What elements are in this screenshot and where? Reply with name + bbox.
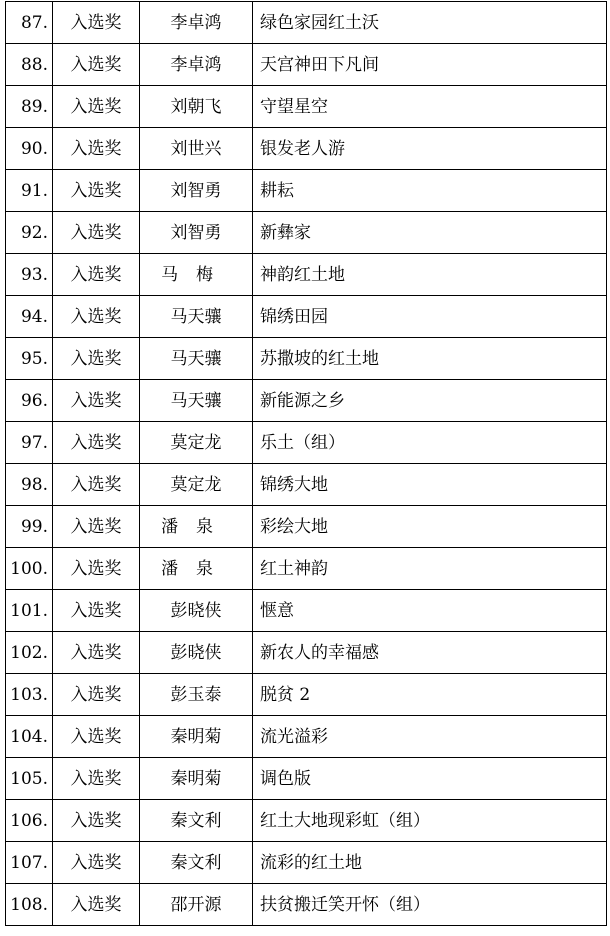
- author-name-cell: 邵开源: [140, 884, 253, 926]
- entry-number-cell: 91.: [6, 170, 53, 212]
- work-title-cell: 调色版: [253, 758, 607, 800]
- award-list-body: [6, 2, 607, 926]
- work-title-cell: 锦绣大地: [253, 464, 607, 506]
- entry-number-cell: 101.: [6, 590, 53, 632]
- award-level-cell: 入选奖: [53, 464, 140, 506]
- award-level-cell: 入选奖: [53, 128, 140, 170]
- table-row: [6, 884, 607, 926]
- author-name-cell: 秦明菊: [140, 716, 253, 758]
- table-row: [6, 254, 607, 296]
- entry-number-cell: 96.: [6, 380, 53, 422]
- work-title-cell: 天宫神田下凡间: [253, 44, 607, 86]
- entry-number-cell: 107.: [6, 842, 53, 884]
- award-level-cell: 入选奖: [53, 842, 140, 884]
- work-title-cell: 新彝家: [253, 212, 607, 254]
- author-name-cell: 莫定龙: [140, 464, 253, 506]
- author-name-cell: 刘世兴: [140, 128, 253, 170]
- award-level-cell: 入选奖: [53, 380, 140, 422]
- author-name-cell: 马天骧: [140, 338, 253, 380]
- work-title-cell: 银发老人游: [253, 128, 607, 170]
- table-row: [6, 44, 607, 86]
- work-title-cell: 彩绘大地: [253, 506, 607, 548]
- entry-number-cell: 98.: [6, 464, 53, 506]
- work-title-cell: 扶贫搬迁笑开怀（组）: [253, 884, 607, 926]
- table-row: [6, 842, 607, 884]
- entry-number-cell: 108.: [6, 884, 53, 926]
- author-name-cell: 马天骧: [140, 380, 253, 422]
- work-title-cell: 惬意: [253, 590, 607, 632]
- table-row: [6, 716, 607, 758]
- author-name-cell: 彭玉泰: [140, 674, 253, 716]
- award-level-cell: 入选奖: [53, 632, 140, 674]
- author-name-cell: 莫定龙: [140, 422, 253, 464]
- table-row: [6, 632, 607, 674]
- table-row: [6, 296, 607, 338]
- award-level-cell: 入选奖: [53, 548, 140, 590]
- award-level-cell: 入选奖: [53, 590, 140, 632]
- table-row: [6, 170, 607, 212]
- entry-number-cell: 94.: [6, 296, 53, 338]
- work-title-cell: 新农人的幸福感: [253, 632, 607, 674]
- work-title-cell: 守望星空: [253, 86, 607, 128]
- author-name-cell: 潘泉: [140, 548, 253, 590]
- table-row: [6, 506, 607, 548]
- entry-number-cell: 97.: [6, 422, 53, 464]
- entry-number-cell: 89.: [6, 86, 53, 128]
- award-level-cell: 入选奖: [53, 2, 140, 44]
- work-title-cell: 乐土（组）: [253, 422, 607, 464]
- author-name-cell: 马梅: [140, 254, 253, 296]
- award-list-table: [5, 1, 607, 926]
- author-name-cell: 秦明菊: [140, 758, 253, 800]
- table-row: [6, 758, 607, 800]
- entry-number-cell: 102.: [6, 632, 53, 674]
- author-name-cell: 李卓鸿: [140, 44, 253, 86]
- award-level-cell: 入选奖: [53, 800, 140, 842]
- author-name-cell: 秦文利: [140, 800, 253, 842]
- work-title-cell: 神韵红土地: [253, 254, 607, 296]
- author-name-cell: 李卓鸿: [140, 2, 253, 44]
- work-title-cell: 红土大地现彩虹（组）: [253, 800, 607, 842]
- entry-number-cell: 88.: [6, 44, 53, 86]
- entry-number-cell: 90.: [6, 128, 53, 170]
- table-row: [6, 86, 607, 128]
- work-title-cell: 脱贫 2: [253, 674, 607, 716]
- award-level-cell: 入选奖: [53, 86, 140, 128]
- work-title-cell: 苏撒坡的红土地: [253, 338, 607, 380]
- work-title-cell: 耕耘: [253, 170, 607, 212]
- work-title-cell: 红土神韵: [253, 548, 607, 590]
- entry-number-cell: 105.: [6, 758, 53, 800]
- award-level-cell: 入选奖: [53, 170, 140, 212]
- author-name-cell: 马天骧: [140, 296, 253, 338]
- award-level-cell: 入选奖: [53, 506, 140, 548]
- award-level-cell: 入选奖: [53, 44, 140, 86]
- author-name-cell: 彭晓侠: [140, 590, 253, 632]
- table-row: [6, 338, 607, 380]
- award-level-cell: 入选奖: [53, 338, 140, 380]
- entry-number-cell: 100.: [6, 548, 53, 590]
- table-row: [6, 128, 607, 170]
- author-name-cell: 刘朝飞: [140, 86, 253, 128]
- entry-number-cell: 104.: [6, 716, 53, 758]
- entry-number-cell: 103.: [6, 674, 53, 716]
- table-row: [6, 590, 607, 632]
- entry-number-cell: 92.: [6, 212, 53, 254]
- table-row: [6, 800, 607, 842]
- table-row: [6, 380, 607, 422]
- author-name-cell: 刘智勇: [140, 212, 253, 254]
- entry-number-cell: 95.: [6, 338, 53, 380]
- award-level-cell: 入选奖: [53, 758, 140, 800]
- author-name-cell: 潘泉: [140, 506, 253, 548]
- table-row: [6, 422, 607, 464]
- table-row: [6, 464, 607, 506]
- work-title-cell: 新能源之乡: [253, 380, 607, 422]
- award-level-cell: 入选奖: [53, 212, 140, 254]
- entry-number-cell: 99.: [6, 506, 53, 548]
- entry-number-cell: 87.: [6, 2, 53, 44]
- table-row: [6, 212, 607, 254]
- award-level-cell: 入选奖: [53, 884, 140, 926]
- award-level-cell: 入选奖: [53, 422, 140, 464]
- award-level-cell: 入选奖: [53, 296, 140, 338]
- table-row: [6, 674, 607, 716]
- work-title-cell: 流光溢彩: [253, 716, 607, 758]
- work-title-cell: 流彩的红土地: [253, 842, 607, 884]
- work-title-cell: 锦绣田园: [253, 296, 607, 338]
- work-title-cell: 绿色家园红土沃: [253, 2, 607, 44]
- author-name-cell: 彭晓侠: [140, 632, 253, 674]
- entry-number-cell: 106.: [6, 800, 53, 842]
- entry-number-cell: 93.: [6, 254, 53, 296]
- author-name-cell: 秦文利: [140, 842, 253, 884]
- award-level-cell: 入选奖: [53, 254, 140, 296]
- author-name-cell: 刘智勇: [140, 170, 253, 212]
- table-row: [6, 548, 607, 590]
- award-level-cell: 入选奖: [53, 674, 140, 716]
- table-row: [6, 2, 607, 44]
- award-level-cell: 入选奖: [53, 716, 140, 758]
